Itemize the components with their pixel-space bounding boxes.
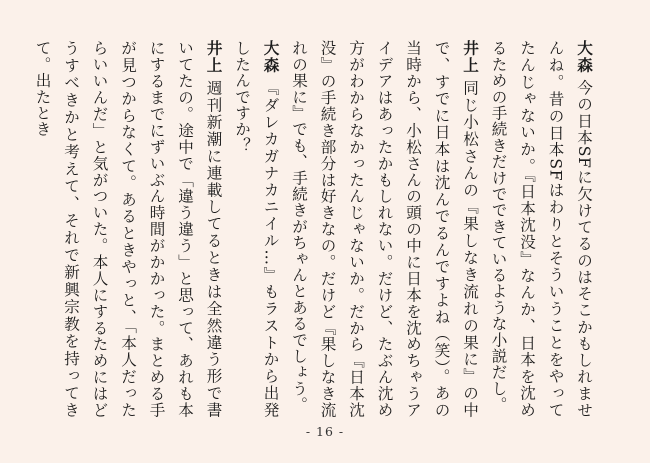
- dialogue-paragraph: [28, 40, 228, 418]
- dialogue-paragraph: [228, 40, 285, 418]
- dialogue-text: 『ダレカガナカニイル…』もラストから出発したんですか？: [233, 40, 280, 418]
- speaker-name: 井上: [461, 40, 479, 74]
- speaker-name: 井上: [204, 40, 223, 74]
- dialogue-text: 今の日本SFに欠けてるのはそこかもしれませんね。昔の日本SFはわりとそういうことをやってたんじゃないか。『日本沈没』なんか、日本を沈めるための手続きだけでできているような小説だし。: [489, 40, 593, 418]
- dialogue-text: 同じ小松さんの『果しなき流れの果に』の中で、すでに日本は沈んでるんですよね（笑）。あの当時から、小松さんの頭の中に日本を沈めちゃうアイデアはあったかもしれない。だけど、たぶん沈め方がわからなかったんじゃないか。だから『日本沈没』の手続き部分は好きなの。だけど『果しなき流れの果に』でも、手続きがちゃんとあるでしょう。: [290, 40, 479, 418]
- speaker-name: 大森: [575, 40, 593, 74]
- page-number: - 16 -: [305, 424, 345, 439]
- dialogue-paragraph: [484, 40, 598, 418]
- dialogue-text: 週刊新潮に連載してるときは全然違う形で書いてたの。途中で「違う違う」と思って、あれも本にするまでにずいぶん時間がかかった。まとめる手が見つからなくて。あるときやっと、「本人だったらいいんだ」と気がついた。本人にするためにはどうすべきかと考えて、それで新興宗教を持ってきて。出たとき: [33, 40, 223, 418]
- speaker-name: 大森: [261, 40, 280, 74]
- dialogue-text-block: [33, 40, 598, 418]
- dialogue-paragraph: [285, 40, 485, 418]
